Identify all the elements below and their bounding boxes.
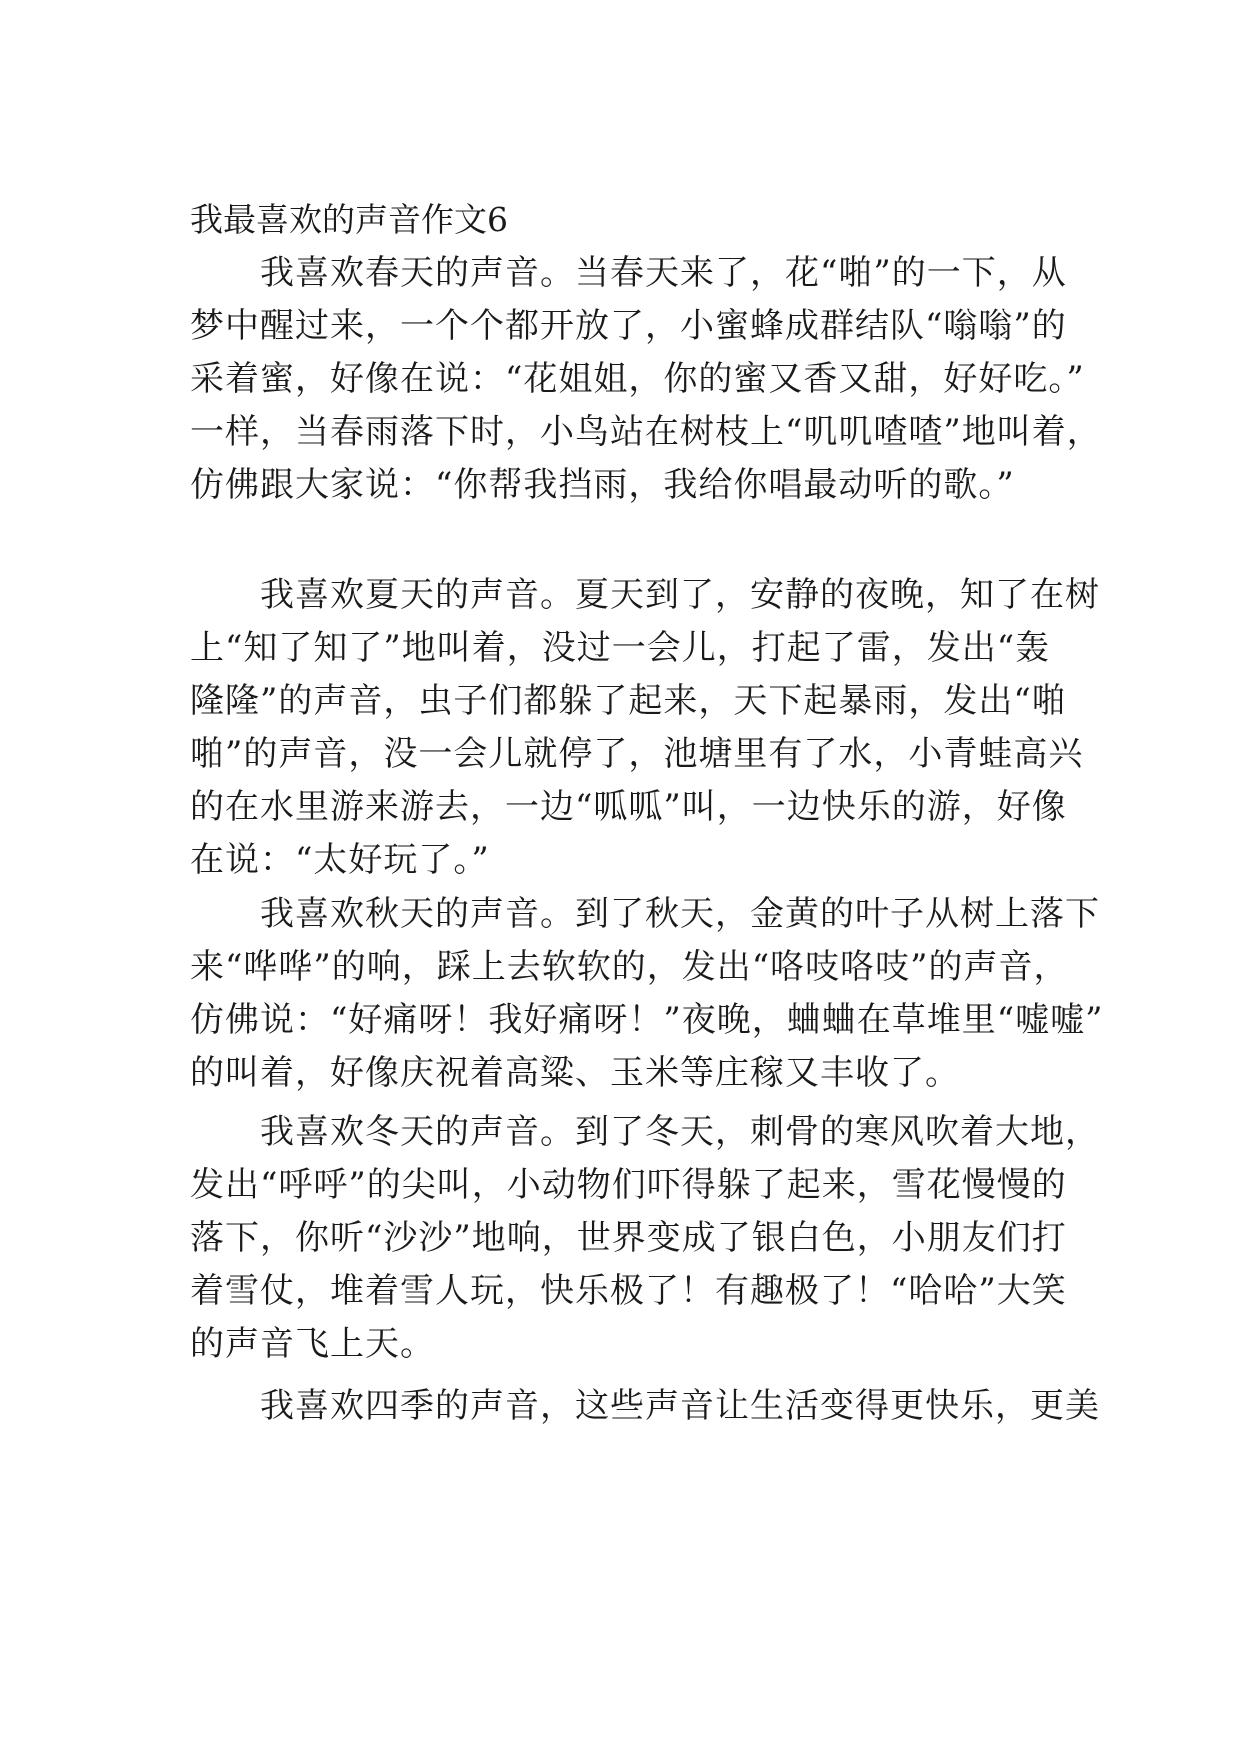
essay-line: 的声音飞上天。	[190, 1324, 435, 1364]
essay-line: 一样，当春雨落下时，小鸟站在树枝上“叽叽喳喳”地叫着，	[190, 412, 1102, 452]
essay-line: 采着蜜，好像在说：“花姐姐，你的蜜又香又甜，好好吃。”	[190, 359, 1085, 399]
essay-line: 梦中醒过来，一个个都开放了，小蜜蜂成群结队“嗡嗡”的	[190, 306, 1067, 346]
essay-line: 啪”的声音，没一会儿就停了，池塘里有了水，小青蛙高兴	[190, 734, 1084, 774]
essay-line: 着雪仗，堆着雪人玩，快乐极了！有趣极了！“哈哈”大笑	[190, 1271, 1067, 1311]
essay-line: 在说：“太好玩了。”	[190, 840, 490, 880]
essay-line: 的在水里游来游去，一边“呱呱”叫，一边快乐的游，好像	[190, 787, 1067, 827]
essay-line: 落下，你听“沙沙”地响，世界变成了银白色，小朋友们打	[190, 1218, 1067, 1258]
essay-line: 我喜欢冬天的声音。到了冬天，刺骨的寒风吹着大地，	[190, 1112, 1100, 1152]
essay-line: 来“哗哗”的响，踩上去软软的，发出“咯吱咯吱”的声音，	[190, 947, 1069, 987]
essay-line: 我喜欢四季的声音，这些声音让生活变得更快乐，更美	[190, 1386, 1100, 1426]
essay-line: 我喜欢春天的声音。当春天来了，花“啪”的一下，从	[190, 253, 1067, 293]
essay-line: 仿佛跟大家说：“你帮我挡雨，我给你唱最动听的歌。”	[190, 465, 1015, 505]
essay-line: 发出“呼呼”的尖叫，小动物们吓得躲了起来，雪花慢慢的	[190, 1165, 1067, 1205]
essay-line: 仿佛说：“好痛呀！我好痛呀！”夜晚，蛐蛐在草堆里“嘘嘘”	[190, 1000, 1104, 1040]
essay-line: 我喜欢秋天的声音。到了秋天，金黄的叶子从树上落下	[190, 894, 1100, 934]
essay-line: 上“知了知了”地叫着，没过一会儿，打起了雷，发出“轰	[190, 628, 1051, 668]
essay-line: 的叫着，好像庆祝着高粱、玉米等庄稼又丰收了。	[190, 1053, 960, 1093]
essay-line: 隆隆”的声音，虫子们都躲了起来，天下起暴雨，发出“啪	[190, 681, 1067, 721]
essay-line: 我喜欢夏天的声音。夏天到了，安静的夜晚，知了在树	[190, 575, 1100, 615]
essay-title: 我最喜欢的声音作文6	[190, 200, 508, 239]
